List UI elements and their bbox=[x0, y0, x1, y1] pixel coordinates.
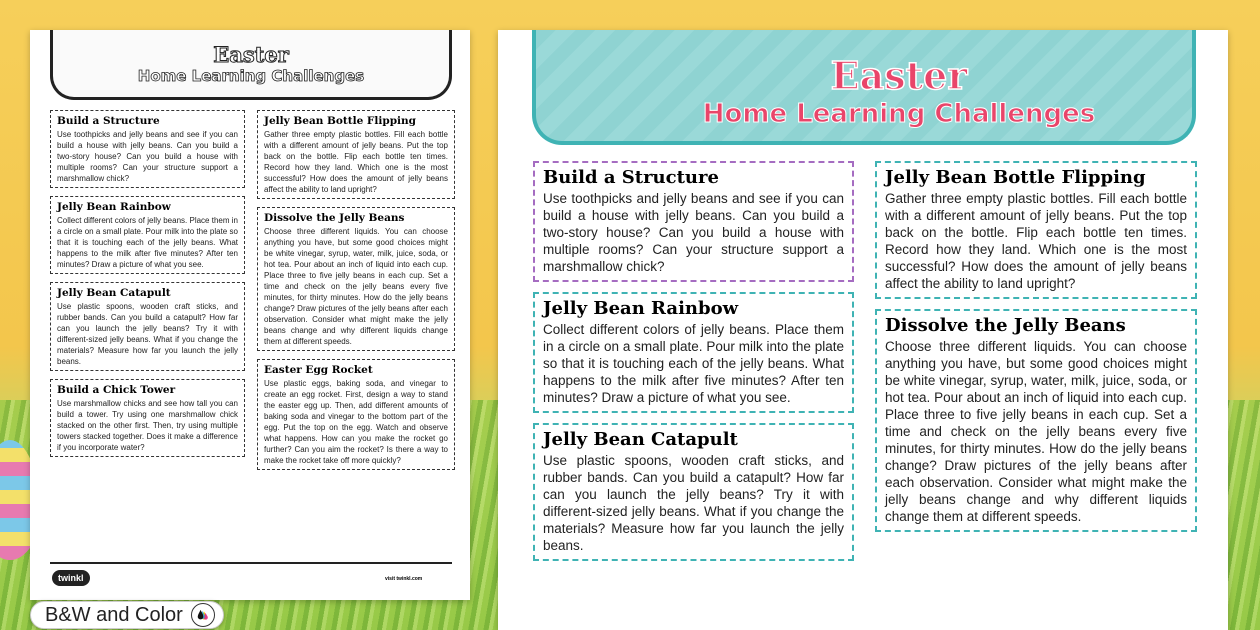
challenge-text: Choose three different liquids. You can choose anything you have, but some good choices might be white vinegar, syrup, water, milk, juice, soda, or hot tea. Pour about an inch of liquid into each cup. Place three to five jelly beans in each cup. Set a time and check on the jelly beans every five minutes, for thirty minutes. How do the jelly beans change? Draw pictures of the jelly beans after each observation. Consider what might make the jelly beans change and why different liquids change them at different speeds. bbox=[264, 227, 448, 346]
challenge-title: Jelly Bean Catapult bbox=[543, 429, 738, 450]
challenge-title: Dissolve the Jelly Beans bbox=[264, 212, 405, 224]
twinkl-logo: twinkl bbox=[52, 570, 90, 586]
color-preview-page bbox=[498, 30, 1228, 630]
challenge-text: Collect different colors of jelly beans. Place them in a circle on a small plate. Pour milk into the plate so that it is touching each of the jelly beans. What happens to the milk after five minutes? After ten minutes? Draw a picture of what you see. bbox=[57, 216, 238, 269]
footer-divider bbox=[50, 562, 452, 564]
challenge-title: Jelly Bean Rainbow bbox=[57, 201, 171, 213]
challenge-title: Jelly Bean Bottle Flipping bbox=[885, 167, 1146, 188]
challenge-card-jelly-bean-catapult bbox=[50, 282, 245, 371]
challenge-title: Jelly Bean Catapult bbox=[57, 287, 171, 299]
challenge-title: Jelly Bean Bottle Flipping bbox=[264, 115, 417, 127]
challenge-card-dissolve-the-jelly-beans bbox=[257, 207, 455, 351]
bw-preview-page bbox=[30, 30, 470, 600]
challenge-card-easter-egg-rocket bbox=[257, 359, 455, 470]
challenge-title: Dissolve the Jelly Beans bbox=[885, 315, 1126, 336]
challenge-text: Use plastic spoons, wooden craft sticks, and rubber bands. Can you build a catapult? How far can you launch the jelly beans? Try it with different-sized jelly beans. What if you change the materials? Measure how far you launch the jelly beans. bbox=[57, 302, 238, 366]
page-subtitle: Home Learning Challenges bbox=[702, 99, 1096, 129]
challenge-title: Build a Structure bbox=[543, 167, 719, 188]
page-header bbox=[532, 30, 1196, 145]
right-column bbox=[875, 161, 1197, 532]
challenge-text: Use toothpicks and jelly beans and see if you can build a house with jelly beans. Can you build a two-story house? Can you build a house with multiple rooms? Can your structure support a marshmallow chick? bbox=[543, 191, 844, 274]
challenge-title: Build a Structure bbox=[57, 115, 160, 127]
challenge-text: Choose three different liquids. You can choose anything you have, but some good choices might be white vinegar, syrup, water, milk, juice, soda, or hot tea. Pour about an inch of liquid into each cup. Place three to five jelly beans in each cup. Set a time and check on the jelly beans every five minutes, for thirty minutes. How do the jelly beans change? Draw pictures of the jelly beans after each observation. Consider what might make the jelly beans change and why different liquids change them at different speeds. bbox=[885, 339, 1187, 524]
challenge-title: Build a Chick Tower bbox=[57, 384, 176, 396]
bw-and-color-badge bbox=[30, 601, 224, 629]
challenge-card-jelly-bean-rainbow bbox=[533, 292, 854, 413]
challenge-card-jelly-bean-bottle-flipping bbox=[257, 110, 455, 199]
challenge-card-dissolve-the-jelly-beans bbox=[875, 309, 1197, 532]
visit-link: visit twinkl.com bbox=[385, 576, 423, 582]
challenge-title: Easter Egg Rocket bbox=[264, 364, 373, 376]
page-subtitle: Home Learning Challenges bbox=[137, 67, 365, 85]
challenge-text: Use toothpicks and jelly beans and see if you can build a house with jelly beans. Can you build a two-story house? Can you build a house with multiple rooms? Can your structure support a marshmallow chick? bbox=[57, 130, 238, 183]
page-title: Easter bbox=[213, 42, 289, 67]
badge-label: B&W and Color bbox=[45, 604, 183, 626]
challenge-text: Gather three empty plastic bottles. Fill each bottle with a different amount of jelly beans. Put the top back on the bottle. Flip each bottle ten times. Record how they land. Which one is the most successful? How does the amount of jelly beans affect the ability to land upright? bbox=[885, 191, 1187, 291]
challenge-text: Use plastic spoons, wooden craft sticks, and rubber bands. Can you build a catapult? How far can you launch the jelly beans? Try it with different-sized jelly beans. What if you change the materials? Measure how far you launch the jelly beans. bbox=[543, 453, 844, 553]
challenge-card-jelly-bean-bottle-flipping bbox=[875, 161, 1197, 299]
ink-drops-icon bbox=[191, 603, 215, 627]
page-header bbox=[50, 30, 452, 100]
challenge-card-jelly-bean-rainbow bbox=[50, 196, 245, 274]
left-column bbox=[50, 110, 245, 457]
right-column bbox=[257, 110, 455, 470]
challenge-card-jelly-bean-catapult bbox=[533, 423, 854, 561]
challenge-text: Use plastic eggs, baking soda, and vinegar to create an egg rocket. First, design a way to stand the easter egg up. Then, add different amounts of baking soda and vinegar to the bottom part of the egg. Put the top on the egg. Watch and observe what happens. How can you make the rocket go further? Can you aim the rocket? Is there a way to make the rocket take off more quickly? bbox=[264, 379, 448, 465]
challenge-card-build-a-chick-tower bbox=[50, 379, 245, 457]
challenge-text: Collect different colors of jelly beans. Place them in a circle on a small plate. Pour milk into the plate so that it is touching each of the jelly beans. What happens to the milk after five minutes? After ten minutes? Draw a picture of what you see. bbox=[543, 322, 844, 405]
challenge-text: Use marshmallow chicks and see how tall you can build a tower. Try using one marshmallow chick stacked on the other first. Then, try using multiple towers stacked together. Does it make a difference if you incorporate water? bbox=[57, 399, 238, 452]
page-title: Easter bbox=[830, 53, 968, 98]
challenge-text: Gather three empty plastic bottles. Fill each bottle with a different amount of jelly beans. Put the top back on the bottle. Flip each bottle ten times. Record how they land. Which one is the most successful? How does the amount of jelly beans affect the ability to land upright? bbox=[264, 130, 448, 194]
challenge-card-build-a-structure bbox=[50, 110, 245, 188]
challenge-card-build-a-structure bbox=[533, 161, 854, 282]
left-column bbox=[533, 161, 854, 561]
challenge-title: Jelly Bean Rainbow bbox=[543, 298, 739, 319]
